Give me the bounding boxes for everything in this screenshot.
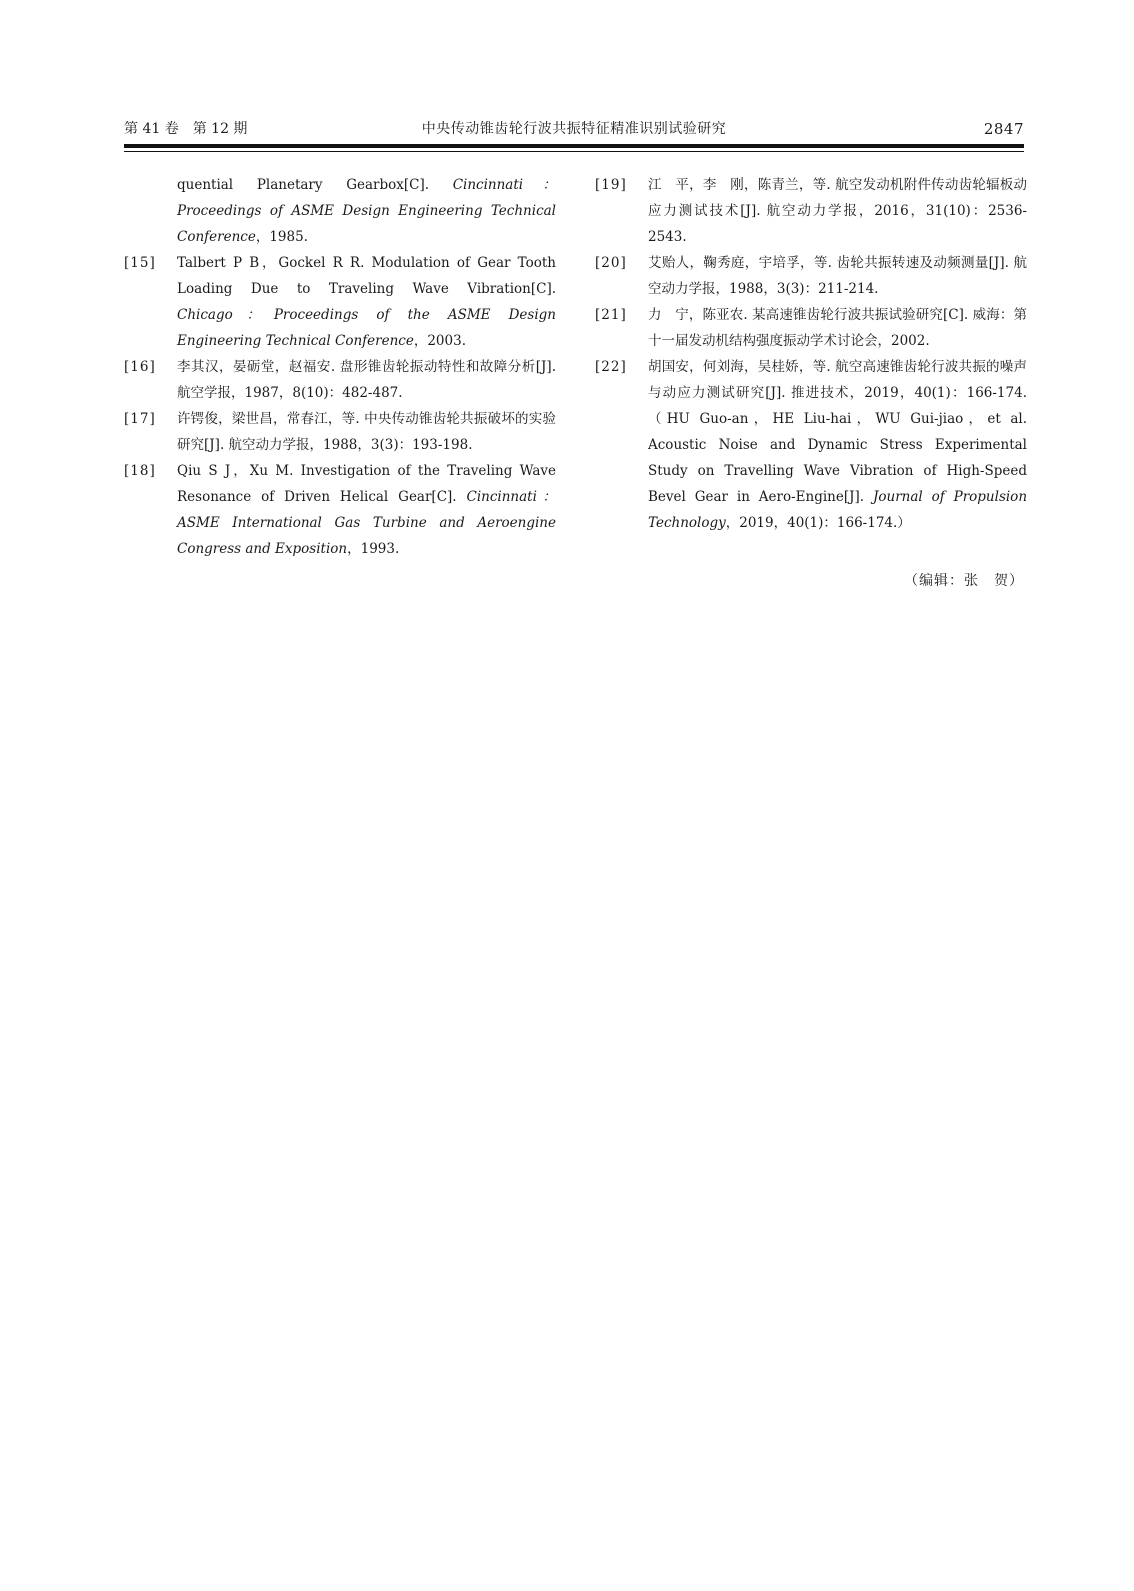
reference-segment: 许锷俊，梁世昌，常春江，等. 中央传动锥齿轮共振破坏的实验研究[J]. 航空动力学报，1988，3(3)：193-198. xyxy=(177,411,556,453)
reference-item xyxy=(595,250,1027,302)
reference-segment: ，1985. xyxy=(255,229,308,245)
reference-segment: ，2003. xyxy=(413,333,466,349)
reference-item xyxy=(595,302,1027,354)
reference-text xyxy=(648,302,1027,354)
header-rule-thick xyxy=(124,144,1024,148)
reference-number: [21] xyxy=(595,307,627,323)
references-right-column xyxy=(595,172,1027,536)
reference-text xyxy=(648,250,1027,302)
reference-item xyxy=(124,172,556,250)
reference-text xyxy=(648,354,1027,536)
reference-number: [16] xyxy=(124,359,156,375)
reference-segment: 李其汉，晏砺堂，赵福安. 盘形锥齿轮振动特性和故障分析[J]. 航空学报，1987，8(10)：482-487. xyxy=(177,359,556,401)
reference-number: [22] xyxy=(595,359,627,375)
reference-segment: ，1993. xyxy=(347,541,400,557)
page-number: 2847 xyxy=(983,120,1024,138)
reference-segment: Qiu S J，Xu M. Investigation of the Traveling Wave Resonance of Driven Helical Gear[C]. xyxy=(177,463,556,505)
reference-item xyxy=(124,250,556,354)
reference-italic-segment: Cincinnati：ASME International Gas Turbine and Aeroengine Congress and Exposition xyxy=(177,489,556,557)
reference-segment: ，2019，40(1)：166-174.） xyxy=(725,515,911,531)
running-header xyxy=(124,118,1024,144)
reference-segment: Talbert P B，Gockel R R. Modulation of Gear Tooth Loading Due to Traveling Wave Vibration[C]. xyxy=(177,255,556,297)
reference-number: [17] xyxy=(124,411,156,427)
editor-credit: （编辑：张 贺） xyxy=(904,573,1024,589)
reference-text xyxy=(177,406,556,458)
reference-segment: 艾贻人，鞠秀庭，宇培孚，等. 齿轮共振转速及动频测量[J]. 航空动力学报，1988，3(3)：211-214. xyxy=(648,255,1027,297)
references-left-column xyxy=(124,172,556,562)
reference-number: [15] xyxy=(124,255,156,271)
reference-item xyxy=(124,458,556,562)
reference-text xyxy=(648,172,1027,250)
reference-italic-segment: Chicago：Proceedings of the ASME Design Engineering Technical Conference xyxy=(177,307,556,349)
reference-text xyxy=(177,172,556,250)
reference-item xyxy=(595,354,1027,536)
reference-item xyxy=(124,406,556,458)
reference-number: [18] xyxy=(124,463,156,479)
running-title: 中央传动锥齿轮行波共振特征精准识别试验研究 xyxy=(421,121,727,137)
reference-segment: 力 宁，陈亚农. 某高速锥齿轮行波共振试验研究[C]. 威海：第十一届发动机结构强度振动学术讨论会，2002. xyxy=(648,307,1027,349)
reference-text xyxy=(177,354,556,406)
reference-segment: quential Planetary Gearbox[C]. xyxy=(177,177,453,193)
reference-number: [20] xyxy=(595,255,627,271)
header-rule-thin xyxy=(124,151,1024,152)
volume-issue: 第 41 卷 第 12 期 xyxy=(124,121,248,137)
reference-italic-segment: Journal of Propulsion Technology xyxy=(648,489,1028,531)
reference-segment: 江 平，李 刚，陈青兰，等. 航空发动机附件传动齿轮辐板动应力测试技术[J]. 航空动力学报，2016，31(10)：2536-2543. xyxy=(648,177,1027,245)
reference-text xyxy=(177,250,556,354)
reference-item xyxy=(124,354,556,406)
reference-number: [19] xyxy=(595,177,627,193)
reference-italic-segment: Cincinnati：Proceedings of ASME Design Engineering Technical Conference xyxy=(177,177,556,245)
reference-segment: 胡国安，何刘海，吴桂娇，等. 航空高速锥齿轮行波共振的噪声与动应力测试研究[J]. 推进技术，2019，40(1)：166-174.（HU Guo-an，HE Liu-hai，WU Gui-jiao，et al. Acoustic Noise and Dynamic Stress Experimental Study on Travelling Wave Vibration of High-Speed Bevel Gear in Aero-Engine[J]. xyxy=(648,359,1027,505)
reference-item xyxy=(595,172,1027,250)
reference-text xyxy=(177,458,556,562)
